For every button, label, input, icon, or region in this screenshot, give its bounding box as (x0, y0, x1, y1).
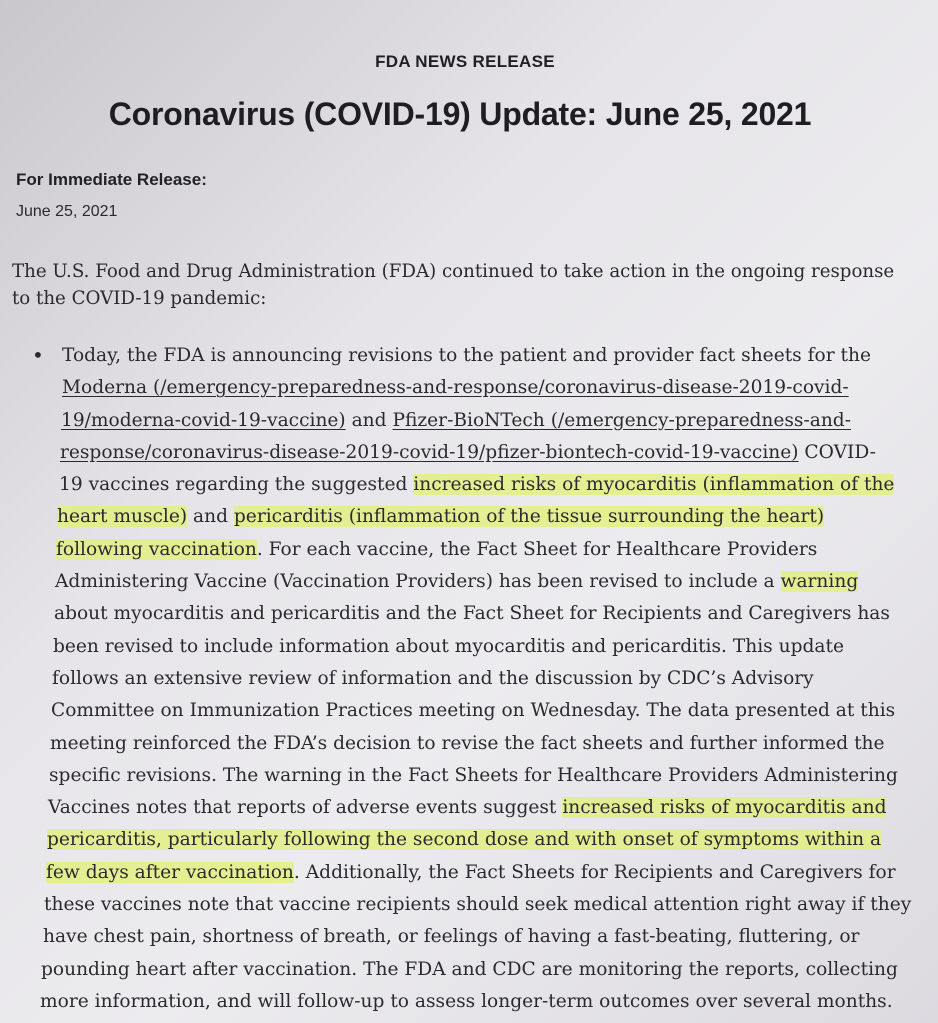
text-line (48, 792, 932, 824)
page-title: Coronavirus (COVID-19) Update: June 25, 2021 (108, 96, 812, 132)
pfizer-link-continued[interactable]: response/coronavirus-disease-2019-covid-19/pfizer-biontech-covid-19-vaccine) (60, 441, 799, 463)
bullet-icon: • (32, 343, 44, 367)
moderna-link-continued[interactable]: 19/moderna-covid-19-vaccine) (61, 409, 346, 431)
text-line (47, 824, 932, 856)
text-span: and (345, 409, 393, 431)
text-line: have chest pain, shortness of breath, or feelings of having a fast-beating, fluttering, or (43, 926, 860, 948)
text-line: been revised to include information about myocarditis and pericarditis. This update (53, 635, 844, 657)
text-line: pounding heart after vaccination. The FDA and CDC are monitoring the reports, collecting (41, 958, 898, 980)
news-release-kicker: FDA NEWS RELEASE (375, 52, 555, 71)
text-line (56, 534, 932, 566)
text-line (62, 340, 932, 372)
text-line (60, 437, 932, 469)
text-line: specific revisions. The warning in the Fact Sheets for Healthcare Providers Administering (49, 764, 898, 786)
text-span: COVID- (798, 441, 876, 463)
bullet-paragraph (40, 340, 932, 1018)
text-line (46, 857, 932, 889)
text-span: Vaccines notes that reports of adverse events suggest (48, 797, 563, 819)
text-line (55, 566, 932, 598)
highlighted-text: increased risks of myocarditis (inflammation of the (413, 474, 895, 496)
pfizer-link[interactable]: Pfizer-BioNTech (/emergency-preparedness-and- (392, 409, 851, 431)
text-line: these vaccines note that vaccine recipients should seek medical attention right away if they (44, 894, 912, 916)
text-span: Today, the FDA is announcing revisions to the patient and provider fact sheets for the (62, 345, 871, 366)
intro-paragraph: The U.S. Food and Drug Administration (FDA) continued to take action in the ongoing response to the COVID-19 pandemic: (12, 261, 895, 309)
highlighted-text: pericarditis, particularly following the second dose and with onset of symptoms within a (47, 829, 882, 851)
text-line (57, 501, 932, 533)
text-line: follows an extensive review of information and the discussion by CDC’s Advisory (52, 667, 814, 689)
text-span: Administering Vaccine (Vaccination Providers) has been revised to include a (55, 571, 781, 593)
highlighted-text: increased risks of myocarditis and (562, 797, 887, 819)
text-line (59, 469, 932, 501)
text-span: . For each vaccine, the Fact Sheet for Healthcare Providers (256, 538, 818, 560)
highlighted-text: following vaccination (56, 538, 257, 560)
moderna-link[interactable]: Moderna (/emergency-preparedness-and-response/coronavirus-disease-2019-covid- (62, 377, 849, 399)
text-line: meeting reinforced the FDA’s decision to revise the fact sheets and further informed the (50, 732, 885, 754)
release-label: For Immediate Release: (16, 170, 207, 189)
highlighted-text: warning (780, 571, 859, 593)
highlighted-text: heart muscle) (57, 506, 188, 528)
text-line: more information, and will follow-up to assess longer-term outcomes over several months. (40, 990, 893, 1012)
release-date: June 25, 2021 (16, 203, 118, 220)
highlighted-text: pericarditis (inflammation of the tissue surrounding the heart) (233, 506, 825, 528)
text-span: 19 vaccines regarding the suggested (59, 474, 414, 496)
text-line (61, 405, 932, 437)
text-line: about myocarditis and pericarditis and the Fact Sheet for Recipients and Caregivers has (54, 603, 890, 625)
text-line: Committee on Immunization Practices meeting on Wednesday. The data presented at this (51, 700, 896, 722)
text-span: and (187, 506, 234, 528)
text-line (62, 372, 932, 404)
text-span: . Additionally, the Fact Sheets for Recipients and Caregivers for (293, 861, 896, 883)
highlighted-text: few days after vaccination (46, 861, 294, 883)
